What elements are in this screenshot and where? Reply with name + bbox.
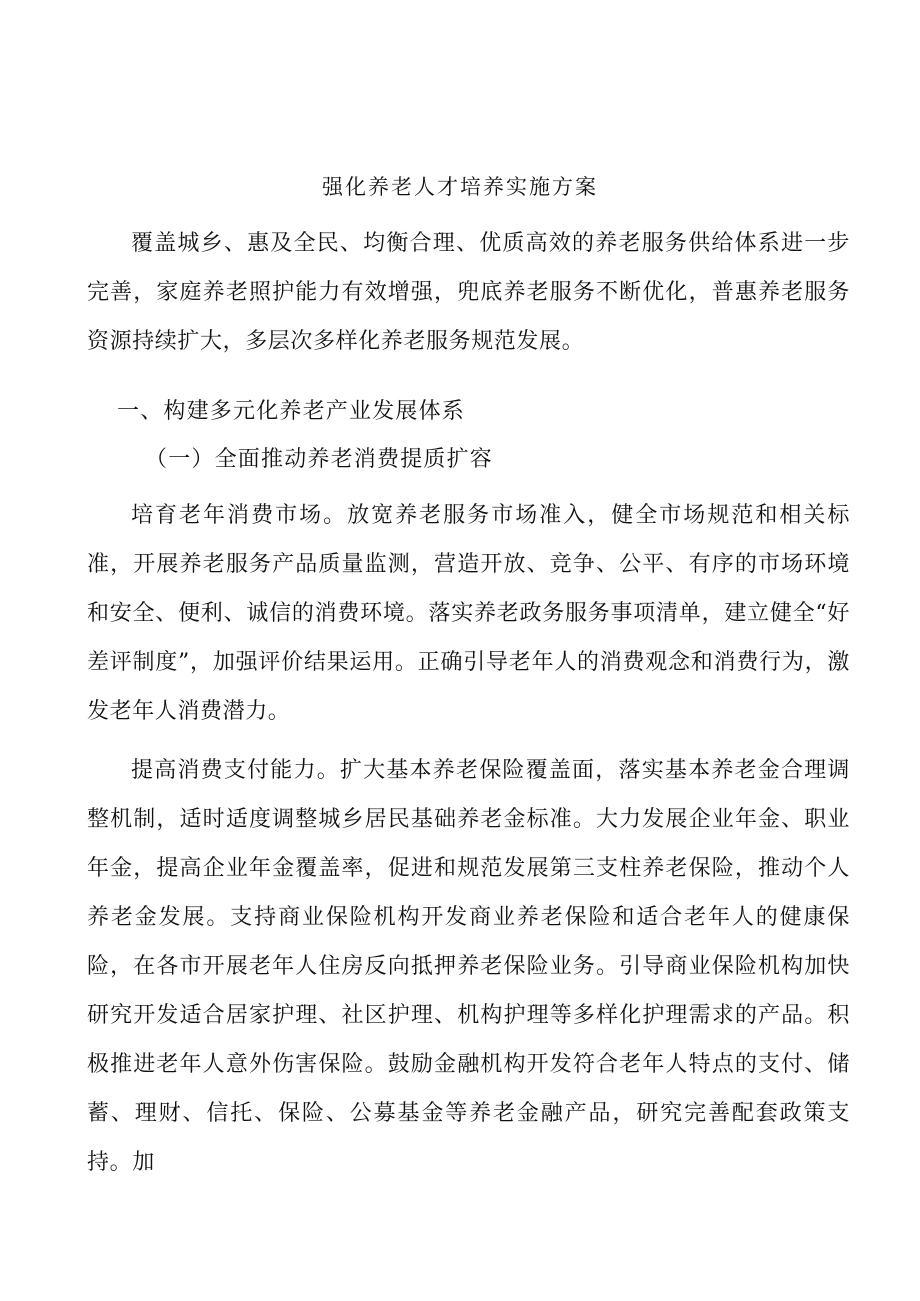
body-paragraph-consumer-market: 培育老年消费市场。放宽养老服务市场准入，健全市场规范和相关标准，开展养老服务产品质量监测，营造开放、竞争、公平、有序的市场环境和安全、便利、诚信的消费环境。落实养老政务服务事项清单，建立健全“好差评制度”，加强评价结果运用。正确引导老年人的消费观念和消费行为，激发老年人消费潜力。 — [87, 503, 850, 724]
section-heading: 一、构建多元化养老产业发展体系 — [117, 399, 466, 424]
subsection-heading: （一）全面推动养老消费提质扩容 — [145, 447, 494, 472]
body-paragraph-payment-capacity: 提高消费支付能力。扩大基本养老保险覆盖面，落实基本养老金合理调整机制，适时适度调整城乡居民基础养老金标准。大力发展企业年金、职业年金，提高企业年金覆盖率，促进和规范发展第三支柱养老保险，推动个人养老金发展。支持商业保险机构开发商业养老保险和适合老年人的健康保险，在各市开展老年人住房反向抵押养老保险业务。引导商业保险机构加快研究开发适合居家护理、社区护理、机构护理等多样化护理需求的产品。积极推进老年人意外伤害保险。鼓励金融机构开发符合老年人特点的支付、储蓄、理财、信托、保险、公募基金等养老金融产品，研究完善配套政策支持。加 — [87, 758, 850, 1175]
document-title: 强化养老人才培养实施方案 — [322, 175, 598, 199]
intro-paragraph: 覆盖城乡、惠及全民、均衡合理、优质高效的养老服务供给体系进一步完善，家庭养老照护能力有效增强，兜底养老服务不断优化，普惠养老服务资源持续扩大，多层次多样化养老服务规范发展。 — [87, 231, 850, 354]
